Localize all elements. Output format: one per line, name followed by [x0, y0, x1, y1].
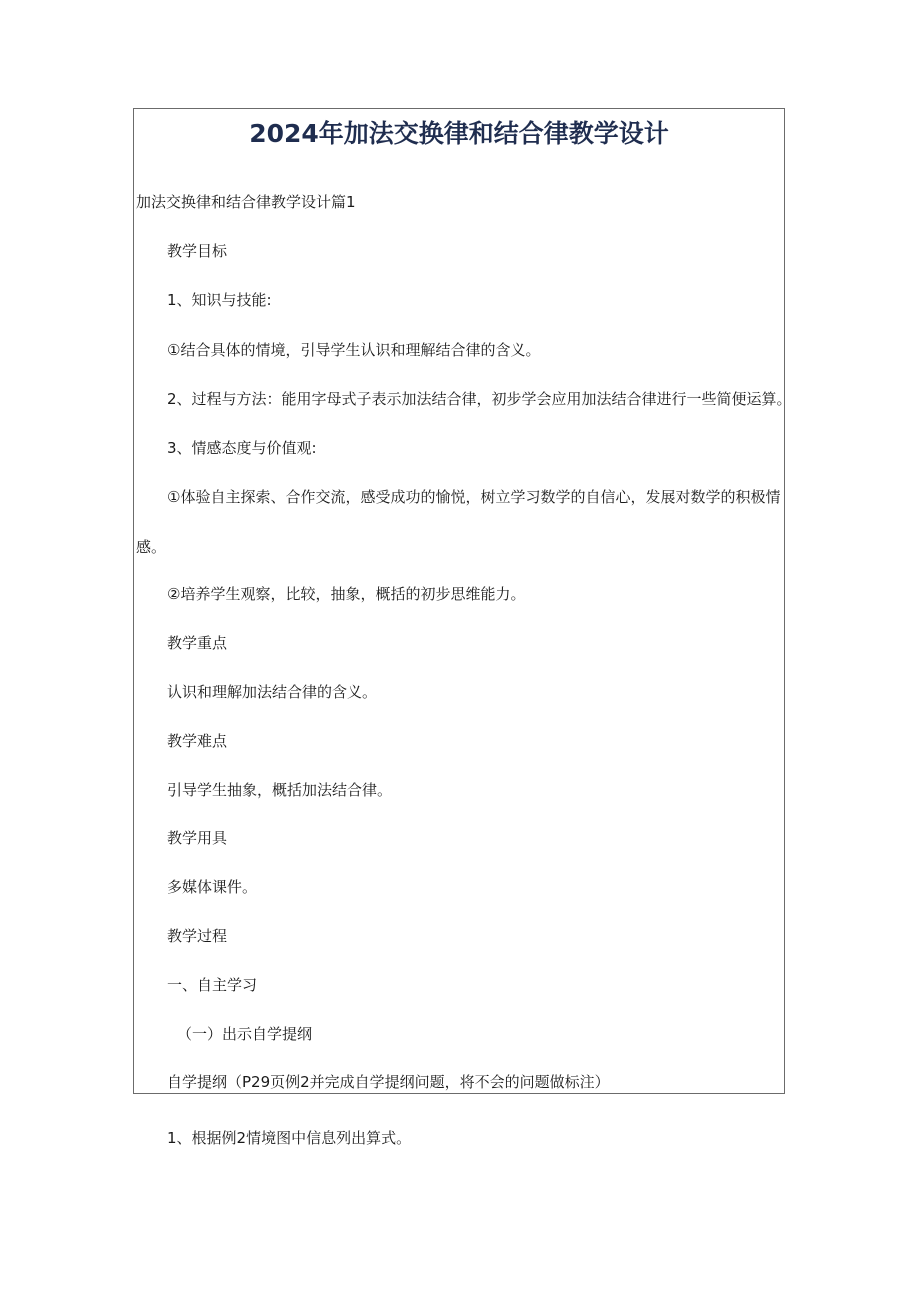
paragraph-knowledge: 1、知识与技能: — [167, 291, 272, 309]
paragraph-knowledge-item: ①结合具体的情境，引导学生认识和理解结合律的含义。 — [167, 341, 541, 359]
section-heading: 加法交换律和结合律教学设计篇1 — [136, 193, 356, 211]
paragraph-example: 1、根据例2情境图中信息列出算式。 — [167, 1129, 412, 1147]
paragraph-attitude-item-1: ①体验自主探索、合作交流，感受成功的愉悦，树立学习数学的自信心，发展对数学的积极情 — [167, 488, 781, 506]
paragraph-attitude-item-1-cont: 感。 — [136, 538, 167, 556]
paragraph-self-study: 一、自主学习 — [167, 976, 258, 994]
goal-heading: 教学目标 — [167, 242, 228, 260]
paragraph-tools: 多媒体课件。 — [167, 878, 258, 896]
paragraph-attitude: 3、情感态度与价值观: — [167, 439, 317, 457]
paragraph-attitude-item-2: ②培养学生观察，比较，抽象，概括的初步思维能力。 — [167, 585, 526, 603]
paragraph-key: 认识和理解加法结合律的含义。 — [167, 683, 378, 701]
key-heading: 教学重点 — [167, 634, 228, 652]
difficulty-heading: 教学难点 — [167, 732, 228, 750]
tools-heading: 教学用具 — [167, 829, 228, 847]
paragraph-outline-detail: 自学提纲（P29页例2并完成自学提纲问题，将不会的问题做标注） — [167, 1073, 610, 1091]
document-title: 2024年加法交换律和结合律教学设计 — [249, 119, 669, 148]
paragraph-outline: （一）出示自学提纲 — [177, 1025, 313, 1043]
paragraph-process-method: 2、过程与方法：能用字母式子表示加法结合律，初步学会应用加法结合律进行一些简便运算。 — [167, 390, 792, 408]
process-heading: 教学过程 — [167, 927, 228, 945]
paragraph-difficulty: 引导学生抽象，概括加法结合律。 — [167, 781, 393, 799]
